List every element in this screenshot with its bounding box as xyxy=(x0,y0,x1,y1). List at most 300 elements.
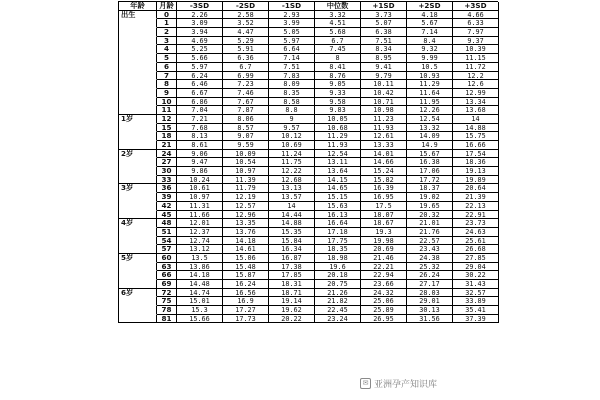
row-age-label xyxy=(119,271,157,280)
row-month: 75 xyxy=(157,297,177,306)
cell-sd-neg3: 15.01 xyxy=(177,297,223,306)
cell-sd-pos2: 8.4 xyxy=(407,37,453,46)
row-month: 8 xyxy=(157,80,177,89)
row-age-label: 6岁 xyxy=(119,289,157,298)
row-month: 21 xyxy=(157,141,177,150)
cell-sd-pos2: 5.67 xyxy=(407,19,453,28)
cell-sd-neg1: 16.87 xyxy=(269,254,315,263)
row-age-label xyxy=(119,106,157,115)
cell-sd-neg1: 13.13 xyxy=(269,184,315,193)
cell-sd-pos1: 10.11 xyxy=(361,80,407,89)
cell-sd-pos2: 30.13 xyxy=(407,306,453,315)
cell-median: 20.18 xyxy=(315,271,361,280)
cell-sd-pos2: 16.38 xyxy=(407,158,453,167)
cell-sd-pos3: 15.75 xyxy=(453,132,499,141)
cell-median: 10.68 xyxy=(315,124,361,133)
cell-sd-pos2: 7.14 xyxy=(407,28,453,37)
header-age: 年龄 xyxy=(119,2,157,11)
row-month: 4 xyxy=(157,45,177,54)
cell-median: 11.29 xyxy=(315,132,361,141)
cell-sd-pos3: 13.68 xyxy=(453,106,499,115)
cell-sd-pos3: 11.72 xyxy=(453,63,499,72)
cell-sd-pos2: 4.18 xyxy=(407,11,453,20)
cell-sd-neg3: 13.86 xyxy=(177,263,223,272)
cell-sd-pos1: 10.98 xyxy=(361,106,407,115)
cell-sd-pos3: 10.39 xyxy=(453,45,499,54)
cell-median: 7.45 xyxy=(315,45,361,54)
cell-sd-neg1: 9 xyxy=(269,115,315,124)
weight-standard-table xyxy=(118,1,498,399)
cell-sd-neg3: 7.04 xyxy=(177,106,223,115)
row-age-label xyxy=(119,167,157,176)
cell-sd-neg3: 6.67 xyxy=(177,89,223,98)
cell-sd-neg2: 15.06 xyxy=(223,254,269,263)
cell-sd-neg2: 3.52 xyxy=(223,19,269,28)
row-age-label xyxy=(119,124,157,133)
cell-sd-neg2: 13.76 xyxy=(223,228,269,237)
cell-sd-neg1: 5.97 xyxy=(269,37,315,46)
cell-sd-pos2: 28.03 xyxy=(407,289,453,298)
cell-sd-pos2: 15.67 xyxy=(407,150,453,159)
cell-sd-neg1: 8.58 xyxy=(269,98,315,107)
cell-sd-pos1: 23.66 xyxy=(361,280,407,289)
cell-sd-neg1: 7.14 xyxy=(269,54,315,63)
row-age-label xyxy=(119,45,157,54)
cell-sd-pos2: 12.26 xyxy=(407,106,453,115)
cell-sd-pos1: 12.61 xyxy=(361,132,407,141)
cell-sd-pos2: 11.64 xyxy=(407,89,453,98)
cell-sd-neg2: 10.54 xyxy=(223,158,269,167)
row-month: 0 xyxy=(157,11,177,20)
row-age-label: 3岁 xyxy=(119,184,157,193)
cell-sd-pos1: 26.95 xyxy=(361,315,407,324)
cell-sd-pos2: 10.5 xyxy=(407,63,453,72)
cell-sd-pos3: 14 xyxy=(453,115,499,124)
cell-sd-pos1: 18.67 xyxy=(361,219,407,228)
cell-sd-pos3: 12.2 xyxy=(453,72,499,81)
cell-median: 15.15 xyxy=(315,193,361,202)
cell-median: 17.75 xyxy=(315,237,361,246)
cell-sd-neg2: 12.96 xyxy=(223,211,269,220)
row-month: 57 xyxy=(157,245,177,254)
cell-sd-neg3: 8.61 xyxy=(177,141,223,150)
cell-sd-pos2: 10.93 xyxy=(407,72,453,81)
row-month: 6 xyxy=(157,63,177,72)
header-sd-pos3: +3SD xyxy=(453,2,499,11)
cell-sd-neg2: 8.57 xyxy=(223,124,269,133)
cell-median: 22.45 xyxy=(315,306,361,315)
cell-sd-pos3: 25.61 xyxy=(453,237,499,246)
row-age-label xyxy=(119,54,157,63)
row-month: 42 xyxy=(157,202,177,211)
cell-median: 19.6 xyxy=(315,263,361,272)
cell-sd-neg1: 14 xyxy=(269,202,315,211)
row-age-label xyxy=(119,63,157,72)
row-month: 81 xyxy=(157,315,177,324)
cell-sd-pos3: 21.39 xyxy=(453,193,499,202)
cell-sd-pos1: 13.33 xyxy=(361,141,407,150)
row-month: 45 xyxy=(157,211,177,220)
cell-sd-pos1: 10.71 xyxy=(361,98,407,107)
row-month: 1 xyxy=(157,19,177,28)
cell-sd-pos3: 20.64 xyxy=(453,184,499,193)
row-age-label xyxy=(119,72,157,81)
cell-sd-pos1: 15.24 xyxy=(361,167,407,176)
cell-sd-pos1: 9.41 xyxy=(361,63,407,72)
cell-median: 18.35 xyxy=(315,245,361,254)
cell-sd-pos3: 23.73 xyxy=(453,219,499,228)
row-month: 10 xyxy=(157,98,177,107)
cell-sd-pos1: 5.07 xyxy=(361,19,407,28)
cell-median: 9.33 xyxy=(315,89,361,98)
cell-median: 10.05 xyxy=(315,115,361,124)
cell-median: 11.93 xyxy=(315,141,361,150)
cell-sd-pos1: 21.46 xyxy=(361,254,407,263)
cell-sd-pos1: 19.98 xyxy=(361,237,407,246)
row-month: 15 xyxy=(157,124,177,133)
cell-sd-pos3: 30.22 xyxy=(453,271,499,280)
row-month: 63 xyxy=(157,263,177,272)
cell-sd-neg2: 6.99 xyxy=(223,72,269,81)
cell-sd-pos1: 16.39 xyxy=(361,184,407,193)
cell-median: 8 xyxy=(315,54,361,63)
header-median: 中位数 xyxy=(315,2,361,11)
cell-sd-pos2: 19.02 xyxy=(407,193,453,202)
row-age-label xyxy=(119,237,157,246)
cell-sd-neg2: 12.19 xyxy=(223,193,269,202)
row-month: 3 xyxy=(157,37,177,46)
cell-median: 5.68 xyxy=(315,28,361,37)
cell-median: 21.26 xyxy=(315,289,361,298)
row-age-label xyxy=(119,315,157,324)
cell-sd-pos2: 20.32 xyxy=(407,211,453,220)
cell-sd-neg1: 14.88 xyxy=(269,219,315,228)
cell-sd-neg3: 4.69 xyxy=(177,37,223,46)
header-month: 月龄 xyxy=(157,2,177,11)
watermark-text: 亚洲孕产知识库 xyxy=(374,379,438,390)
cell-sd-neg3: 10.61 xyxy=(177,184,223,193)
cell-sd-neg2: 8.06 xyxy=(223,115,269,124)
cell-sd-neg1: 5.05 xyxy=(269,28,315,37)
cell-sd-pos1: 22.94 xyxy=(361,271,407,280)
cell-sd-pos2: 22.57 xyxy=(407,237,453,246)
cell-sd-pos2: 9.99 xyxy=(407,54,453,63)
header-sd-pos1: +1SD xyxy=(361,2,407,11)
cell-median: 6.7 xyxy=(315,37,361,46)
cell-sd-neg3: 12.74 xyxy=(177,237,223,246)
cell-sd-neg2: 17.27 xyxy=(223,306,269,315)
cell-sd-pos3: 22.13 xyxy=(453,202,499,211)
cell-sd-neg3: 9.47 xyxy=(177,158,223,167)
cell-sd-neg1: 7.51 xyxy=(269,63,315,72)
cell-sd-pos3: 13.34 xyxy=(453,98,499,107)
cell-sd-pos2: 25.32 xyxy=(407,263,453,272)
row-month: 51 xyxy=(157,228,177,237)
cell-sd-neg2: 6.7 xyxy=(223,63,269,72)
row-month: 36 xyxy=(157,184,177,193)
cell-median: 13.11 xyxy=(315,158,361,167)
cell-sd-pos1: 16.95 xyxy=(361,193,407,202)
cell-sd-pos3: 37.39 xyxy=(453,315,499,324)
row-month: 18 xyxy=(157,132,177,141)
row-month: 5 xyxy=(157,54,177,63)
cell-sd-pos3: 9.37 xyxy=(453,37,499,46)
cell-median: 9.58 xyxy=(315,98,361,107)
cell-sd-pos3: 35.41 xyxy=(453,306,499,315)
row-age-label xyxy=(119,176,157,185)
row-month: 60 xyxy=(157,254,177,263)
cell-sd-pos1: 14.66 xyxy=(361,158,407,167)
cell-sd-neg3: 12.01 xyxy=(177,219,223,228)
cell-sd-neg1: 6.64 xyxy=(269,45,315,54)
cell-sd-neg2: 7.67 xyxy=(223,98,269,107)
cell-sd-neg3: 15.3 xyxy=(177,306,223,315)
cell-sd-neg2: 7.87 xyxy=(223,106,269,115)
cell-sd-pos2: 17.06 xyxy=(407,167,453,176)
cell-median: 20.75 xyxy=(315,280,361,289)
cell-sd-neg2: 4.47 xyxy=(223,28,269,37)
cell-sd-pos2: 14.9 xyxy=(407,141,453,150)
cell-sd-pos1: 25.06 xyxy=(361,297,407,306)
row-age-label xyxy=(119,306,157,315)
row-age-label xyxy=(119,280,157,289)
cell-sd-pos2: 13.32 xyxy=(407,124,453,133)
cell-sd-neg3: 5.97 xyxy=(177,63,223,72)
cell-sd-pos2: 12.54 xyxy=(407,115,453,124)
row-age-label: 2岁 xyxy=(119,150,157,159)
cell-sd-neg3: 14.18 xyxy=(177,271,223,280)
cell-sd-neg3: 2.26 xyxy=(177,11,223,20)
row-month: 11 xyxy=(157,106,177,115)
cell-sd-pos1: 15.82 xyxy=(361,176,407,185)
cell-sd-pos2: 31.56 xyxy=(407,315,453,324)
row-month: 72 xyxy=(157,289,177,298)
cell-sd-neg2: 15.48 xyxy=(223,263,269,272)
cell-sd-neg3: 11.31 xyxy=(177,202,223,211)
cell-sd-neg1: 7.83 xyxy=(269,72,315,81)
row-month: 48 xyxy=(157,219,177,228)
cell-sd-neg1: 13.57 xyxy=(269,193,315,202)
cell-sd-neg3: 9.86 xyxy=(177,167,223,176)
cell-sd-neg1: 2.93 xyxy=(269,11,315,20)
cell-median: 9.83 xyxy=(315,106,361,115)
cell-sd-pos3: 7.97 xyxy=(453,28,499,37)
cell-sd-neg1: 10.12 xyxy=(269,132,315,141)
cell-sd-neg1: 14.44 xyxy=(269,211,315,220)
cell-sd-neg2: 15.87 xyxy=(223,271,269,280)
row-age-label xyxy=(119,297,157,306)
cell-sd-pos3: 26.68 xyxy=(453,245,499,254)
row-age-label xyxy=(119,89,157,98)
row-month: 69 xyxy=(157,280,177,289)
row-age-label xyxy=(119,228,157,237)
cell-sd-neg1: 8.09 xyxy=(269,80,315,89)
cell-median: 16.64 xyxy=(315,219,361,228)
cell-sd-neg3: 7.68 xyxy=(177,124,223,133)
cell-median: 4.51 xyxy=(315,19,361,28)
cell-sd-pos2: 9.32 xyxy=(407,45,453,54)
cell-sd-pos2: 23.43 xyxy=(407,245,453,254)
cell-sd-neg1: 17.85 xyxy=(269,271,315,280)
cell-sd-neg1: 18.31 xyxy=(269,280,315,289)
cell-sd-neg2: 11.39 xyxy=(223,176,269,185)
cell-sd-neg1: 12.22 xyxy=(269,167,315,176)
cell-sd-neg3: 6.24 xyxy=(177,72,223,81)
cell-sd-pos3: 19.89 xyxy=(453,176,499,185)
cell-sd-pos2: 11.29 xyxy=(407,80,453,89)
cell-sd-neg1: 3.99 xyxy=(269,19,315,28)
row-month: 27 xyxy=(157,158,177,167)
cell-median: 8.41 xyxy=(315,63,361,72)
cell-sd-pos3: 18.36 xyxy=(453,158,499,167)
cell-sd-neg3: 10.24 xyxy=(177,176,223,185)
row-age-label xyxy=(119,98,157,107)
cell-median: 14.65 xyxy=(315,184,361,193)
cell-sd-pos3: 29.04 xyxy=(453,263,499,272)
cell-sd-neg2: 2.58 xyxy=(223,11,269,20)
watermark xyxy=(358,376,439,390)
cell-sd-pos3: 11.15 xyxy=(453,54,499,63)
cell-sd-neg3: 5.25 xyxy=(177,45,223,54)
row-age-label xyxy=(119,245,157,254)
header-sd-neg1: -1SD xyxy=(269,2,315,11)
header-sd-pos2: +2SD xyxy=(407,2,453,11)
cell-sd-pos1: 11.93 xyxy=(361,124,407,133)
row-month: 66 xyxy=(157,271,177,280)
cell-sd-pos3: 27.85 xyxy=(453,254,499,263)
cell-sd-pos1: 18.07 xyxy=(361,211,407,220)
cell-sd-pos1: 20.69 xyxy=(361,245,407,254)
cell-sd-neg1: 8.35 xyxy=(269,89,315,98)
cell-sd-pos1: 25.89 xyxy=(361,306,407,315)
cell-median: 13.64 xyxy=(315,167,361,176)
cell-sd-pos1: 19.3 xyxy=(361,228,407,237)
row-month: 24 xyxy=(157,150,177,159)
cell-sd-neg3: 6.46 xyxy=(177,80,223,89)
row-age-label xyxy=(119,158,157,167)
cell-sd-pos2: 19.65 xyxy=(407,202,453,211)
cell-sd-neg1: 8.8 xyxy=(269,106,315,115)
cell-sd-pos1: 22.21 xyxy=(361,263,407,272)
header-sd-neg3: -3SD xyxy=(177,2,223,11)
row-age-label xyxy=(119,80,157,89)
cell-sd-pos1: 10.42 xyxy=(361,89,407,98)
cell-sd-pos2: 21.01 xyxy=(407,219,453,228)
cell-sd-pos3: 17.54 xyxy=(453,150,499,159)
cell-median: 16.13 xyxy=(315,211,361,220)
cell-sd-pos3: 19.13 xyxy=(453,167,499,176)
cell-sd-neg2: 5.91 xyxy=(223,45,269,54)
cell-sd-pos1: 6.38 xyxy=(361,28,407,37)
cell-sd-pos2: 18.37 xyxy=(407,184,453,193)
row-month: 78 xyxy=(157,306,177,315)
cell-median: 9.05 xyxy=(315,80,361,89)
row-age-label xyxy=(119,202,157,211)
row-month: 39 xyxy=(157,193,177,202)
cell-sd-pos1: 7.51 xyxy=(361,37,407,46)
cell-sd-neg3: 13.12 xyxy=(177,245,223,254)
row-age-label xyxy=(119,132,157,141)
row-age-label xyxy=(119,28,157,37)
cell-sd-pos3: 14.88 xyxy=(453,124,499,133)
cell-sd-neg1: 11.24 xyxy=(269,150,315,159)
chat-bubble-icon: ✉ xyxy=(360,378,371,389)
row-age-label xyxy=(119,141,157,150)
cell-sd-neg3: 15.66 xyxy=(177,315,223,324)
row-month: 7 xyxy=(157,72,177,81)
cell-sd-pos1: 17.5 xyxy=(361,202,407,211)
cell-sd-neg3: 7.21 xyxy=(177,115,223,124)
cell-sd-neg3: 5.66 xyxy=(177,54,223,63)
cell-sd-pos3: 4.66 xyxy=(453,11,499,20)
cell-sd-pos3: 16.66 xyxy=(453,141,499,150)
cell-sd-pos1: 3.73 xyxy=(361,11,407,20)
cell-sd-neg2: 10.09 xyxy=(223,150,269,159)
cell-median: 18.98 xyxy=(315,254,361,263)
cell-sd-neg1: 19.62 xyxy=(269,306,315,315)
cell-sd-pos3: 6.33 xyxy=(453,19,499,28)
cell-sd-neg3: 14.74 xyxy=(177,289,223,298)
cell-sd-neg2: 16.24 xyxy=(223,280,269,289)
row-age-label xyxy=(119,263,157,272)
row-age-label xyxy=(119,19,157,28)
cell-sd-neg2: 17.73 xyxy=(223,315,269,324)
cell-sd-pos1: 14.01 xyxy=(361,150,407,159)
cell-sd-neg2: 9.59 xyxy=(223,141,269,150)
cell-sd-neg3: 13.5 xyxy=(177,254,223,263)
cell-sd-pos3: 31.43 xyxy=(453,280,499,289)
cell-sd-neg2: 5.29 xyxy=(223,37,269,46)
cell-sd-pos2: 27.17 xyxy=(407,280,453,289)
row-month: 30 xyxy=(157,167,177,176)
row-age-label: 4岁 xyxy=(119,219,157,228)
cell-median: 8.76 xyxy=(315,72,361,81)
cell-median: 17.18 xyxy=(315,228,361,237)
cell-sd-neg2: 14.61 xyxy=(223,245,269,254)
cell-sd-neg3: 10.97 xyxy=(177,193,223,202)
cell-sd-pos1: 11.23 xyxy=(361,115,407,124)
header-sd-neg2: -2SD xyxy=(223,2,269,11)
cell-median: 14.15 xyxy=(315,176,361,185)
cell-sd-pos2: 14.09 xyxy=(407,132,453,141)
cell-sd-pos1: 24.32 xyxy=(361,289,407,298)
cell-sd-neg1: 18.71 xyxy=(269,289,315,298)
cell-sd-neg2: 6.36 xyxy=(223,54,269,63)
cell-median: 15.63 xyxy=(315,202,361,211)
cell-sd-neg3: 3.09 xyxy=(177,19,223,28)
cell-sd-neg1: 12.68 xyxy=(269,176,315,185)
cell-sd-neg2: 16.56 xyxy=(223,289,269,298)
cell-sd-neg1: 15.84 xyxy=(269,237,315,246)
cell-sd-neg3: 11.66 xyxy=(177,211,223,220)
cell-sd-neg3: 8.13 xyxy=(177,132,223,141)
cell-sd-neg2: 7.23 xyxy=(223,80,269,89)
cell-sd-neg1: 20.22 xyxy=(269,315,315,324)
cell-sd-pos3: 33.89 xyxy=(453,297,499,306)
cell-sd-neg3: 3.94 xyxy=(177,28,223,37)
cell-sd-neg2: 14.18 xyxy=(223,237,269,246)
cell-sd-neg3: 12.37 xyxy=(177,228,223,237)
cell-median: 3.32 xyxy=(315,11,361,20)
cell-sd-neg1: 16.34 xyxy=(269,245,315,254)
cell-sd-pos1: 9.79 xyxy=(361,72,407,81)
cell-sd-pos3: 32.57 xyxy=(453,289,499,298)
cell-sd-neg2: 13.35 xyxy=(223,219,269,228)
cell-sd-neg2: 10.97 xyxy=(223,167,269,176)
row-age-label: 出生 xyxy=(119,11,157,20)
cell-sd-pos2: 21.76 xyxy=(407,228,453,237)
row-month: 54 xyxy=(157,237,177,246)
